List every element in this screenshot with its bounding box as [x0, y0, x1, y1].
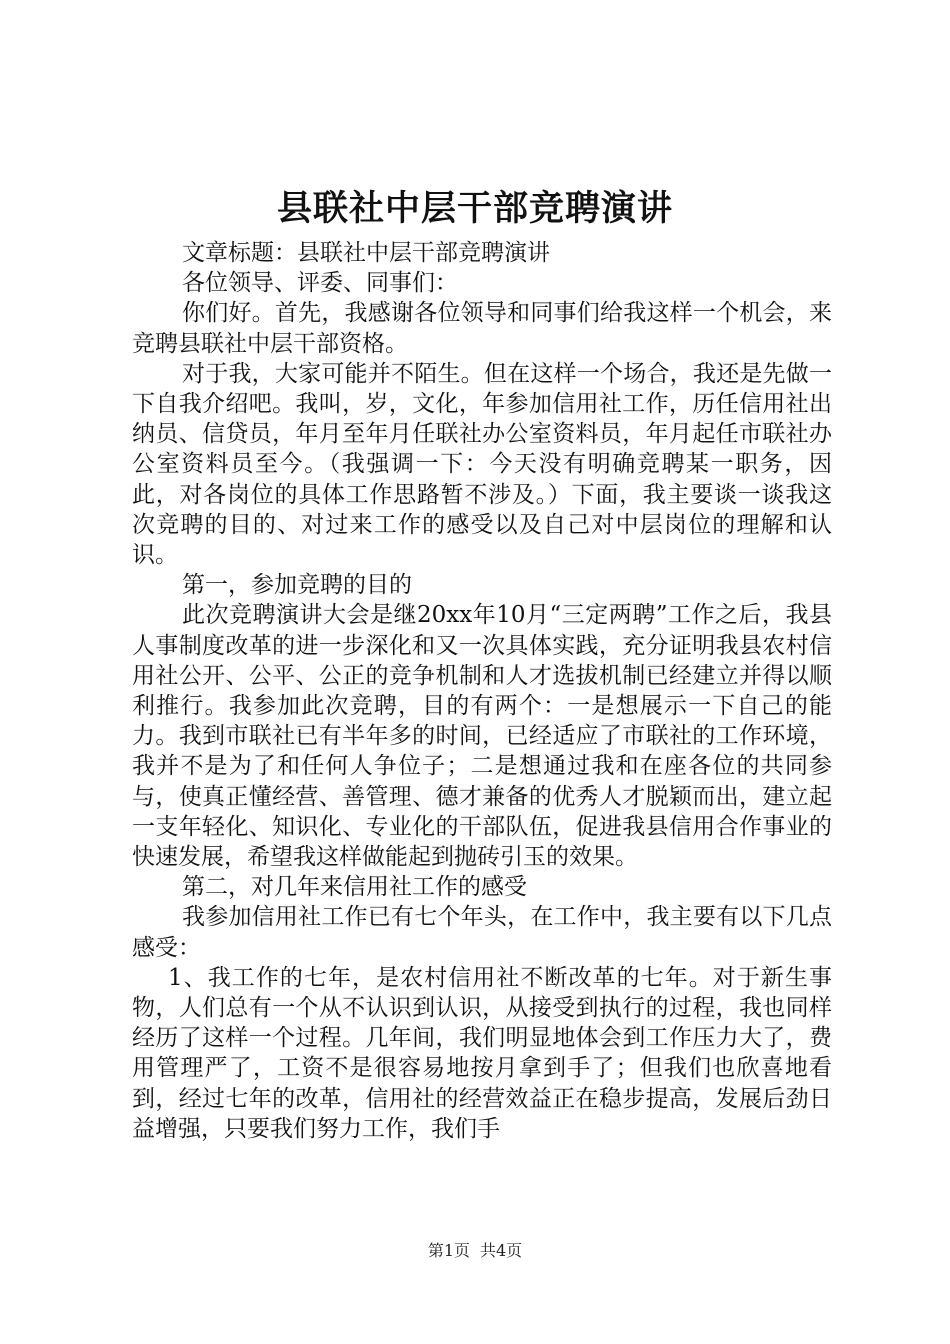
paragraph-greeting: 你们好。首先，我感谢各位领导和同事们给我这样一个机会，来竞聘县联社中层干部资格。 — [132, 300, 832, 357]
paragraph-purpose: 此次竞聘演讲大会是继20xx年10月“三定两聘”工作之后，我县人事制度改革的进一步深化和又一次具体实践，充分证明我县农村信用社公开、公平、公正的竞争机制和人才选拔机制已经建立并得以顺利推行。我参加此次竞聘，目的有两个：一是想展示一下自己的能力。我到市联社已有半年多的时间，已经适应了市联社的工作环境，我并不是为了和任何人争位子；二是想通过我和在座各位的共同参与，使真正懂经营、善管理、德才兼备的优秀人才脱颖而出，建立起一支年轻化、知识化、专业化的干部队伍，促进我县信用合作事业的快速发展，希望我这样做能起到抛砖引玉的效果。 — [132, 602, 832, 871]
paragraph-feelings-intro: 我参加信用社工作已有七个年头，在工作中，我主要有以下几点感受： — [132, 904, 832, 961]
document-title: 县联社中层干部竞聘演讲 — [276, 188, 673, 229]
paragraph-salutation: 各位领导、评委、同事们： — [182, 270, 458, 297]
paragraph-self-introduction: 对于我，大家可能并不陌生。但在这样一个场合，我还是先做一下自我介绍吧。我叫，岁，文化，年参加信用社工作，历任信用社出纳员、信贷员，年月至年月任联社办公室资料员，年月起任市联社办公室资料员至今。（我强调一下：今天没有明确竞聘某一职务，因此，对各岗位的具体工作思路暂不涉及。）下面，我主要谈一谈我这次竞聘的目的、对过来工作的感受以及自己对中层岗位的理解和认识。 — [132, 360, 832, 569]
page-number: 第1页 — [427, 1241, 470, 1260]
heading-section-two: 第二，对几年来信用社工作的感受 — [182, 874, 527, 901]
page-footer — [0, 1240, 950, 1262]
paragraph-article-title: 文章标题：县联社中层干部竞聘演讲 — [182, 240, 550, 266]
page-total: 共4页 — [480, 1241, 523, 1260]
paragraph-feeling-one: 1、我工作的七年，是农村信用社不断改革的七年。对于新生事物，人们总有一个从不认识到认识，从接受到执行的过程，我也同样经历了这样一个过程。几年间，我们明显地体会到工作压力大了，费用管理严了，工资不是很容易地按月拿到手了；但我们也欣喜地看到，经过七年的改革，信用社的经营效益正在稳步提高，发展后劲日益增强，只要我们努力工作，我们手 — [132, 964, 832, 1142]
document-body — [132, 238, 832, 1144]
heading-section-one: 第一，参加竞聘的目的 — [182, 572, 412, 599]
